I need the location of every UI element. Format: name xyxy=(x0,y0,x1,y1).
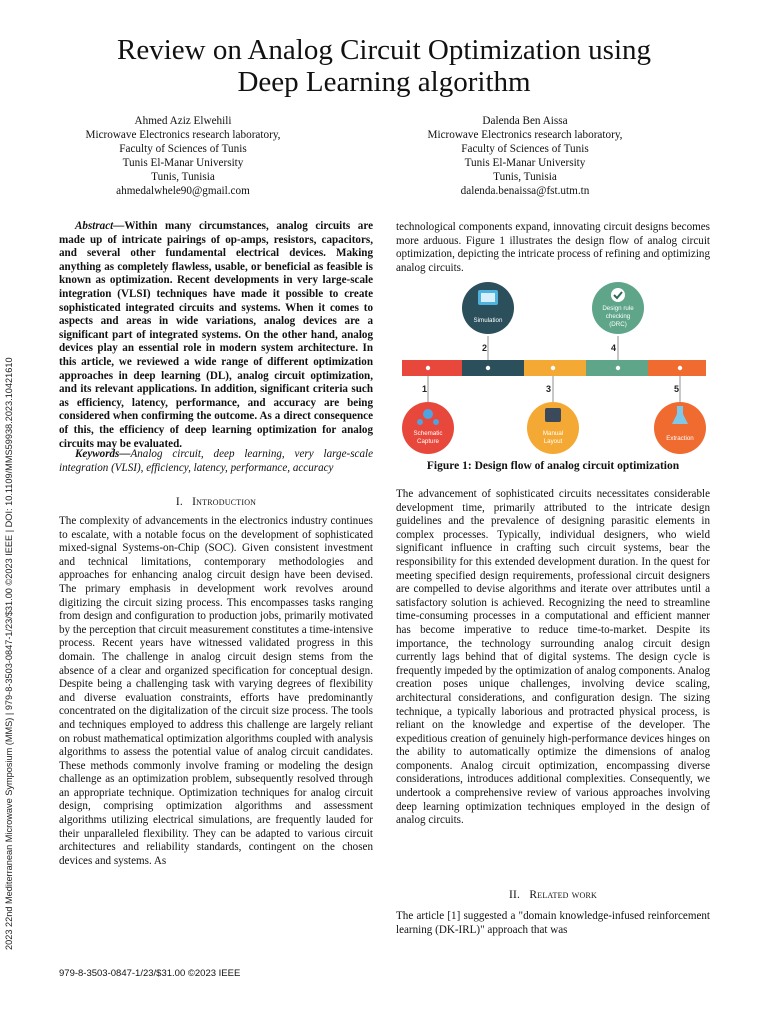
step-3-label-1: Manual xyxy=(542,430,564,437)
section-number: I. xyxy=(175,496,183,508)
bar-dot xyxy=(678,366,682,370)
author-email: ahmedalwhele90@gmail.com xyxy=(116,185,250,197)
author-lab: Microwave Electronics research laboratory, xyxy=(427,129,623,141)
footer-copyright: 979-8-3503-0847-1/23/$31.00 ©2023 IEEE xyxy=(59,968,241,979)
author-block-2 xyxy=(375,114,675,198)
step-3-number: 3 xyxy=(546,384,552,394)
step-2-label: Simulation xyxy=(473,317,503,324)
step-4-label-2: checking xyxy=(605,313,631,320)
intro-paragraph: The complexity of advancements in the electronics industry continues to escalate, with a notable focus on the development of sophisticated mixed-signal Systems-on-Chip (SOC). Given consistent investment and technical limitations, contemporary methodologies and approaches for enhancing analog circuit design have been devised. The primary emphasis in development work revolves around digitizing the circuit sizing process. This encompasses tasks ranging from design and configuration to production jobs, primarily motivated by the perception that circuit measurement constitutes a time-intensive process. Recent years have witnessed validated progress in this domain. The challenge in analog circuit design stems from the absence of a clear and organized specification for conceptual design. Despite being a challenging task with varying degrees of flexibility and diverse evaluation constraints, efforts have predominantly concentrated on the digitalization of the circuit size process. The tools and techniques employed to address this challenge are largely reliant on robust mathematical optimization algorithms coupled with analysis algorithms to assess the potential value of analog circuit candidates. These methods commonly involve framing or modeling the design challenge as an optimization problem, subsequently resolved through an appropriate technique. Optimization techniques for analog circuit design, comprising optimization algorithms and assessment algorithms utilizing electrical simulations, are frequently lauded for their unparalleled flexibility. They can be adapted to various circuit architectures and reliability standards, contingent on the chosen devices and systems. As xyxy=(59,515,373,867)
checkmark-icon xyxy=(611,288,625,302)
author-block-1 xyxy=(33,114,333,198)
bar-segment-1 xyxy=(402,360,462,376)
bar-dot xyxy=(616,366,620,370)
author-name: Ahmed Aziz Elwehili xyxy=(134,115,232,127)
author-faculty: Faculty of Sciences of Tunis xyxy=(119,143,247,155)
bar-segment-2 xyxy=(462,360,524,376)
step-1-label-2: Capture xyxy=(416,438,440,445)
right-paragraph: technological components expand, innovating circuit designs becomes more arduous. Figure 1 illustrates the design flow of analog circuit optimization, depicting the intricate process of refining and optimizing analog circuits. xyxy=(396,221,710,274)
introduction-text xyxy=(59,515,373,868)
right-column-body xyxy=(396,488,710,828)
step-4-label-1: Design rule xyxy=(602,305,634,312)
author-university: Tunis El-Manar University xyxy=(464,157,586,169)
section-heading-related-work xyxy=(396,889,710,901)
section-title: Introduction xyxy=(192,496,257,508)
title-line-2: Deep Learning algorithm xyxy=(237,66,531,98)
step-4-number: 4 xyxy=(611,343,617,353)
layout-icon xyxy=(545,408,561,422)
abstract xyxy=(59,220,373,451)
figure-caption: Figure 1: Design flow of analog circuit optimization xyxy=(426,460,680,472)
right-column-intro xyxy=(396,221,710,275)
related-work-text xyxy=(396,910,710,937)
step-5-number: 5 xyxy=(674,384,680,394)
author-email: dalenda.benaissa@fst.utm.tn xyxy=(460,185,590,197)
related-paragraph: The article [1] suggested a "domain knowledge-infused reinforcement learning (DK-IRL)" approach that was xyxy=(396,910,710,936)
section-title: Related work xyxy=(529,889,597,901)
paper-title xyxy=(0,34,768,98)
section-number: II. xyxy=(509,889,521,901)
bar-dot xyxy=(426,366,430,370)
step-5-label: Extraction xyxy=(666,435,694,442)
keywords-label: Keywords— xyxy=(75,448,131,460)
design-flow-figure xyxy=(398,280,710,456)
schematic-icon xyxy=(423,409,433,419)
author-name: Dalenda Ben Aissa xyxy=(482,115,568,127)
author-city: Tunis, Tunisia xyxy=(151,171,215,183)
body-paragraph: The advancement of sophisticated circuits necessitates considerable development time, primarily attributed to the intricate design guidelines and the prevalence of designing parasitic elements in complex processes. Typically, individual designers, who wield significant influence in crafting such circuit systems, bear the responsibility for this extended development duration. In the quest for meeting specified design requirements, professional circuit designers are compelled to devise algorithms and iterate over attributes until a satisfactory solution is achieved. Recognizing the need to streamline time-consuming processes in a computational and efficient manner has become imperative to reduce time-to-market. Despite its importance, the technology surrounding analog circuit design currently lags behind that of digital systems. The design cycle is frequently impeded by the optimization of analog components. Analog creation poses unique challenges, involving device scaling, architectural considerations, and configuration design. The sizing technique, a typically laborious and protracted physical process, is reliant on the knowledge and expertise of the developer. The expeditious creation of genuinely high-performance devices hinges on the ability to automatically optimize the dimensions of analog components. Analog circuit optimization, encompassing diverse considerations, introduces additional complexities. Consequently, we undertook a comprehensive review of various approaches involving deep learning optimization techniques employed in the design of analog circuits. xyxy=(396,488,710,827)
bar-dot xyxy=(551,366,555,370)
step-4-label-3: (DRC) xyxy=(609,321,627,328)
step-3-label-2: Layout xyxy=(543,438,563,445)
author-university: Tunis El-Manar University xyxy=(122,157,244,169)
bar-dot xyxy=(486,366,490,370)
keywords xyxy=(59,448,373,475)
abstract-text: Within many circumstances, analog circuits are made up of intricate pairings of op-amps, resistors, capacitors, and several other fundamental electrical devices. Making anything as completely flawless, usable, or beneficial as feasible is known as optimization. Recent developments in very large-scale integration (VLSI) techniques have made it possible to create sophisticated integrated circuits and systems. When it comes to aspects and areas in wide variations, analog devices are a significant part of integrated systems. On the other hand, analog devices play an essential role in modern system architecture. In this article, we reviewed a wide range of different optimization approaches in deep learning (DL), analog circuit optimization, and its relevant applications. In addition, significant criteria such as efficiency, latency, performance, and accuracy are being considered when confirming the outcome. As a direct consequence of this, the efficiency of deep learning optimization for analog circuits may be evaluated. xyxy=(59,220,373,450)
step-1-number: 1 xyxy=(422,384,428,394)
title-line-1: Review on Analog Circuit Optimization using xyxy=(116,34,652,66)
bar-segment-5 xyxy=(648,360,706,376)
step-2-circle xyxy=(462,282,514,334)
section-heading-introduction xyxy=(59,496,373,508)
keywords-text: Analog circuit, deep learning, very large-scale integration (VLSI), efficiency, latency, performance, accuracy xyxy=(59,448,373,474)
author-faculty: Faculty of Sciences of Tunis xyxy=(461,143,589,155)
abstract-label: Abstract— xyxy=(75,220,125,232)
citation-sidebar: 2023 22nd Mediterranean Microwave Symposium (MMS) | 979-8-3503-0847-1/23/$31.00 ©2023 IEEE | DOI: 10.1109/MMS59938.2023.10421610 xyxy=(4,357,14,950)
step-1-label-1: Schematic xyxy=(413,430,443,437)
author-city: Tunis, Tunisia xyxy=(493,171,557,183)
author-lab: Microwave Electronics research laboratory, xyxy=(85,129,281,141)
step-2-number: 2 xyxy=(482,343,488,353)
